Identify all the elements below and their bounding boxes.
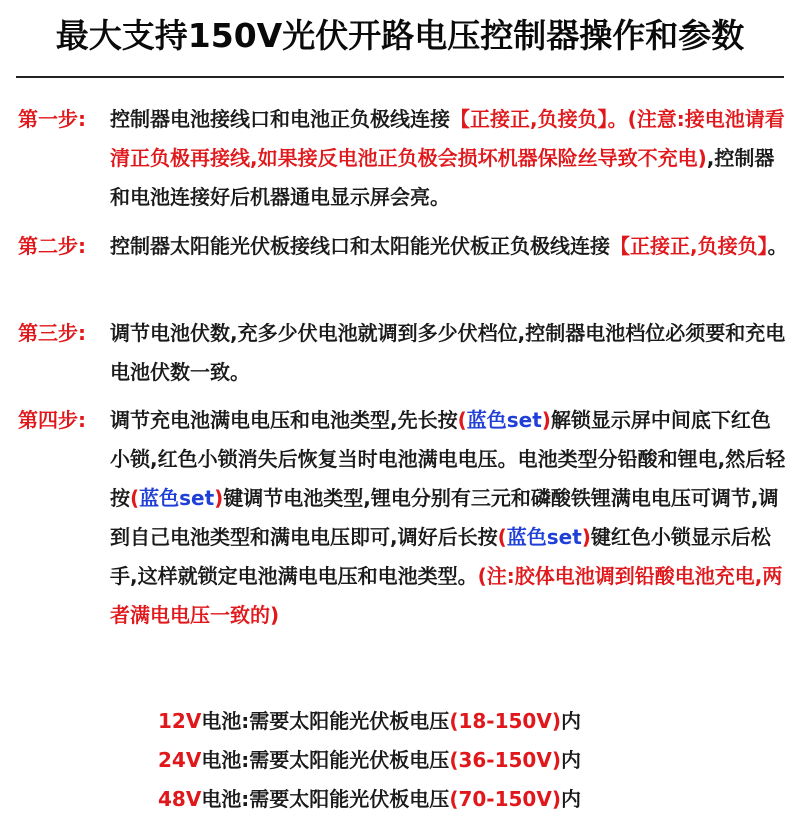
step-warning: 【正接正,负接负】 xyxy=(610,234,768,258)
set-key-label: 蓝色set xyxy=(466,408,542,432)
pv-voltage-range: (70-150V) xyxy=(449,787,561,811)
step-body xyxy=(110,401,788,635)
step-warning: 【正接正,负接负】。(注意:接电池请看清正负极再接线,如果接反电池正负极会损坏机器保险丝导致不充电) xyxy=(110,107,785,170)
step-text: 控制器电池接线口和电池正负极线连接 xyxy=(110,107,450,131)
pv-voltage-range: (36-150V) xyxy=(449,748,561,772)
requirement-text: 电池:需要太阳能光伏板电压 xyxy=(201,709,450,733)
battery-voltage: 24V xyxy=(158,748,202,772)
step-label: 第一步: xyxy=(18,107,86,131)
step-body xyxy=(110,100,788,217)
step-label: 第四步: xyxy=(18,408,86,432)
step-text: 键红色小锁显示后松手,这样就锁定电池满电电压和电池类型。 xyxy=(110,525,771,588)
step-body xyxy=(110,227,788,266)
step-text: ,控制器和电池连接好后机器通电显示屏会亮。 xyxy=(110,146,775,209)
step-note: (注:胶体电池调到铅酸电池充电,两者满电电压一致的) xyxy=(110,564,783,627)
set-key-label: 蓝色set xyxy=(139,486,215,510)
requirement-suffix: 内 xyxy=(560,787,581,811)
paren: ) xyxy=(541,408,551,432)
paren: ( xyxy=(497,525,507,549)
page-title: 最大支持150V光伏开路电压控制器操作和参数 xyxy=(55,16,745,55)
step-label: 第二步: xyxy=(18,234,86,258)
pv-voltage-range: (18-150V) xyxy=(449,709,561,733)
step-body xyxy=(110,314,788,392)
paren: ( xyxy=(457,408,467,432)
step-label: 第三步: xyxy=(18,321,86,345)
requirement-48v xyxy=(158,784,581,814)
paren: ) xyxy=(581,525,591,549)
requirement-text: 电池:需要太阳能光伏板电压 xyxy=(201,748,450,772)
step-1 xyxy=(18,100,788,217)
step-text: 解锁显示屏中间底下红色小锁,红色小锁消失后恢复当时电池满电电压。电池类型分铅酸和锂电,然后轻按 xyxy=(110,408,786,510)
battery-voltage: 12V xyxy=(158,709,202,733)
requirement-24v xyxy=(158,745,581,775)
step-2 xyxy=(18,227,788,266)
requirement-suffix: 内 xyxy=(560,748,581,772)
set-key-label: 蓝色set xyxy=(506,525,582,549)
step-text: 调节充电池满电电压和电池类型,先长按 xyxy=(110,408,458,432)
requirement-12v xyxy=(158,706,581,736)
paren: ) xyxy=(214,486,224,510)
title-divider xyxy=(16,76,784,78)
step-text: 键调节电池类型,锂电分别有三元和磷酸铁锂满电电压可调节,调到自己电池类型和满电电压即可,调好后长按 xyxy=(110,486,779,549)
requirement-text: 电池:需要太阳能光伏板电压 xyxy=(201,787,450,811)
step-text: 调节电池伏数,充多少伏电池就调到多少伏档位,控制器电池档位必须要和充电电池伏数一致。 xyxy=(110,321,786,384)
step-3 xyxy=(18,314,788,392)
paren: ( xyxy=(130,486,140,510)
step-4 xyxy=(18,401,788,635)
step-text: 控制器太阳能光伏板接线口和太阳能光伏板正负极线连接 xyxy=(110,234,610,258)
requirement-suffix: 内 xyxy=(560,709,581,733)
step-text: 。 xyxy=(767,234,788,258)
battery-voltage: 48V xyxy=(158,787,202,811)
